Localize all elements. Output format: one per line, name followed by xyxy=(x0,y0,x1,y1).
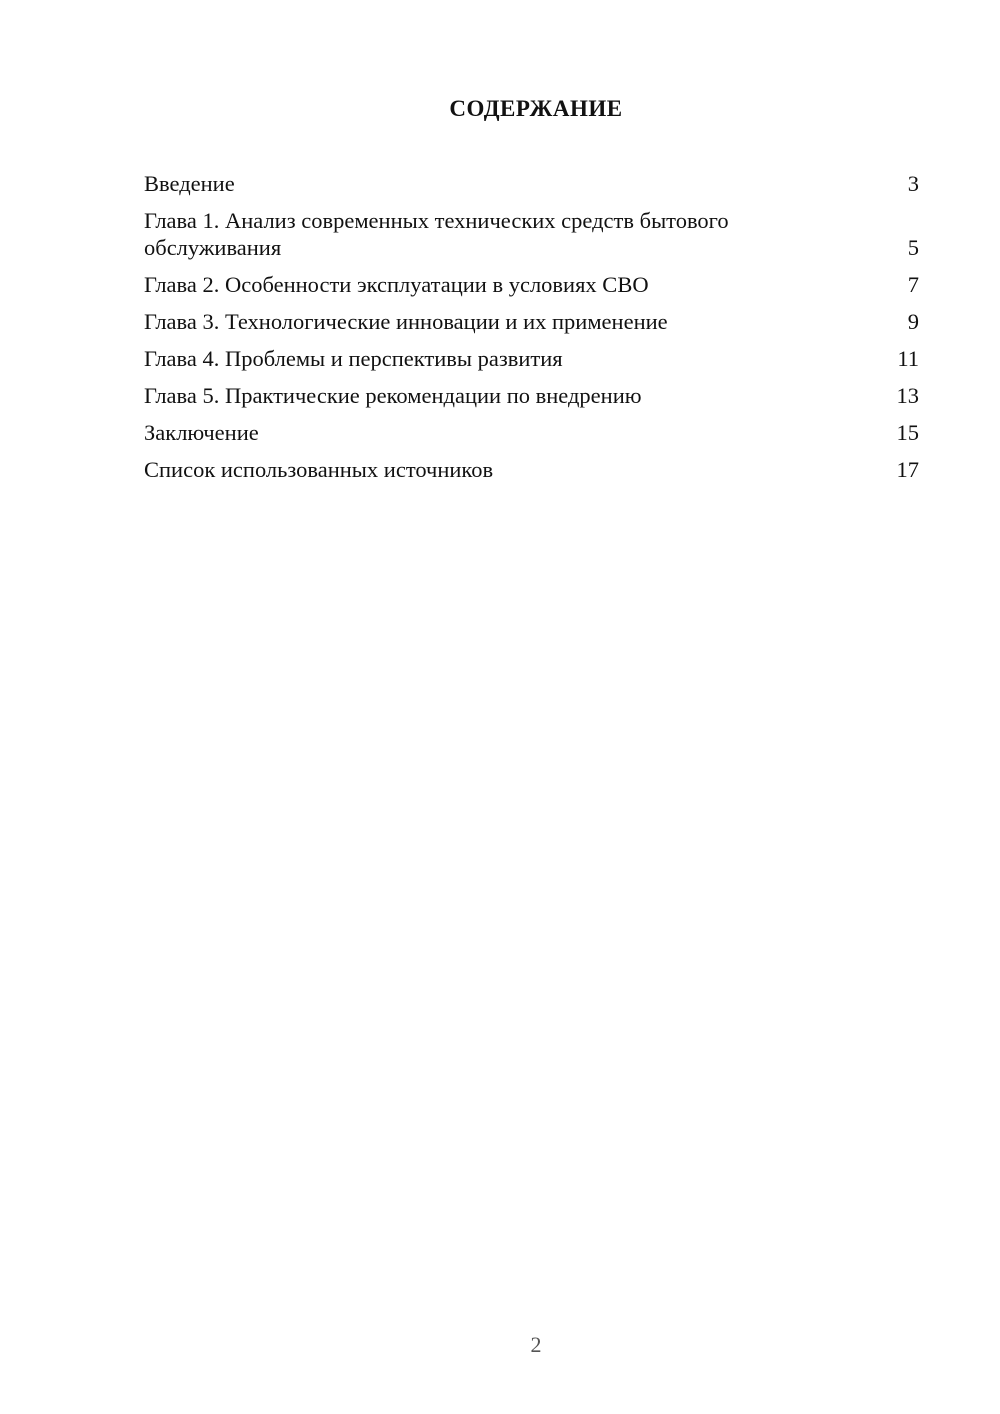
toc-item-label: Введение xyxy=(144,171,235,196)
page-title: СОДЕРЖАНИЕ xyxy=(449,96,623,121)
toc-item-chapter-5 xyxy=(144,382,919,409)
toc-item-page: 5 xyxy=(907,235,919,260)
toc-item-references xyxy=(144,456,919,483)
page-number: 2 xyxy=(530,1332,542,1357)
toc-item-label: Список использованных источников xyxy=(144,457,494,482)
toc-item-chapter-1 xyxy=(144,207,919,261)
toc-item-label: Глава 2. Особенности эксплуатации в условиях СВО xyxy=(144,272,649,297)
toc-item-label: Глава 1. Анализ современных технических средств бытового обслуживания xyxy=(144,208,729,260)
toc-item-page: 15 xyxy=(896,420,919,445)
toc-item-page: 3 xyxy=(907,171,919,196)
toc-item-page: 9 xyxy=(907,309,919,334)
table-of-contents xyxy=(144,170,919,493)
toc-item-page: 13 xyxy=(896,383,919,408)
toc-item-label: Глава 3. Технологические инновации и их применение xyxy=(144,309,668,334)
toc-item-chapter-2 xyxy=(144,271,919,298)
toc-item-chapter-4 xyxy=(144,345,919,372)
toc-item-label: Глава 4. Проблемы и перспективы развития xyxy=(144,346,563,371)
toc-item-introduction xyxy=(144,170,919,197)
toc-item-page: 11 xyxy=(897,346,919,371)
toc-item-conclusion xyxy=(144,419,919,446)
toc-item-page: 7 xyxy=(907,272,919,297)
toc-item-label: Заключение xyxy=(144,420,259,445)
toc-item-chapter-3 xyxy=(144,308,919,335)
toc-item-label: Глава 5. Практические рекомендации по внедрению xyxy=(144,383,642,408)
toc-item-page: 17 xyxy=(896,457,919,482)
